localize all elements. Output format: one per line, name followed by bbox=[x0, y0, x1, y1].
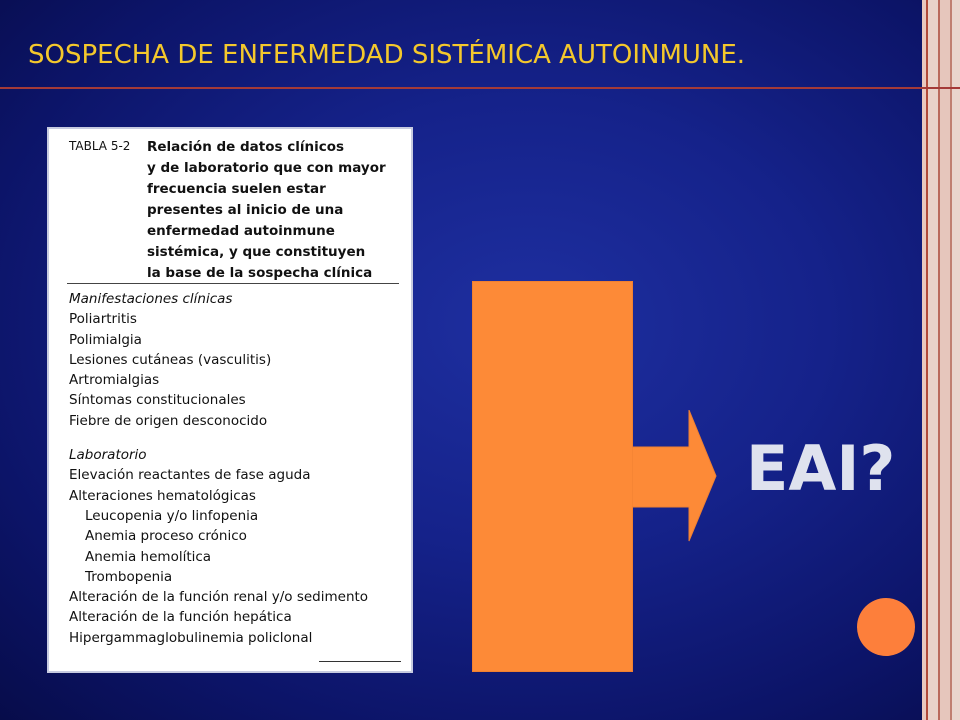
slide-title: SOSPECHA DE ENFERMEDAD SISTÉMICA AUTOINMUNE. bbox=[28, 40, 746, 70]
list-item: Alteración de la función hepática bbox=[69, 609, 292, 626]
list-item: Hipergammaglobulinemia policlonal bbox=[69, 629, 313, 646]
table-description-line: la base de la sospecha clínica bbox=[147, 265, 373, 281]
list-item: Síntomas constitucionales bbox=[69, 392, 246, 409]
table-number: TABLA 5-2 bbox=[69, 139, 131, 153]
decorative-stripe bbox=[922, 0, 960, 720]
callout-text: EAI? bbox=[746, 432, 896, 505]
table-description-line: presentes al inicio de una bbox=[147, 202, 344, 218]
list-item: Artromialgias bbox=[69, 372, 160, 389]
list-item: Fiebre de origen desconocido bbox=[69, 412, 268, 429]
list-item: Lesiones cutáneas (vasculitis) bbox=[69, 351, 272, 368]
table-body bbox=[69, 289, 409, 648]
list-subitem: Anemia proceso crónico bbox=[85, 528, 247, 545]
list-item: Poliartritis bbox=[69, 311, 137, 328]
list-subitem: Trombopenia bbox=[85, 568, 173, 585]
title-divider bbox=[0, 87, 960, 89]
list-subitem: Leucopenia y/o linfopenia bbox=[85, 507, 259, 524]
table-end-rule bbox=[319, 661, 401, 662]
section-heading-lab: Laboratorio bbox=[69, 447, 147, 464]
bullet-dot bbox=[857, 598, 915, 656]
orange-bar bbox=[472, 281, 633, 672]
list-subitem: Anemia hemolítica bbox=[85, 548, 212, 565]
list-item: Alteraciones hematológicas bbox=[69, 487, 256, 504]
table-description-line: enfermedad autoinmune bbox=[147, 223, 335, 239]
table-description-line: frecuencia suelen estar bbox=[147, 181, 326, 197]
table-description-line: Relación de datos clínicos bbox=[147, 139, 345, 155]
table-description-line: sistémica, y que constituyen bbox=[147, 244, 366, 260]
section-gap bbox=[69, 431, 409, 445]
list-item: Elevación reactantes de fase aguda bbox=[69, 467, 311, 484]
arrow-right-icon bbox=[632, 410, 718, 542]
table-description-line: y de laboratorio que con mayor bbox=[147, 160, 386, 176]
table-rule bbox=[67, 283, 399, 284]
list-item: Alteración de la función renal y/o sedimento bbox=[69, 589, 369, 606]
table-image bbox=[47, 127, 413, 673]
table-description bbox=[147, 137, 407, 284]
list-item: Polimialgia bbox=[69, 331, 142, 348]
section-heading-clinical: Manifestaciones clínicas bbox=[69, 291, 233, 307]
